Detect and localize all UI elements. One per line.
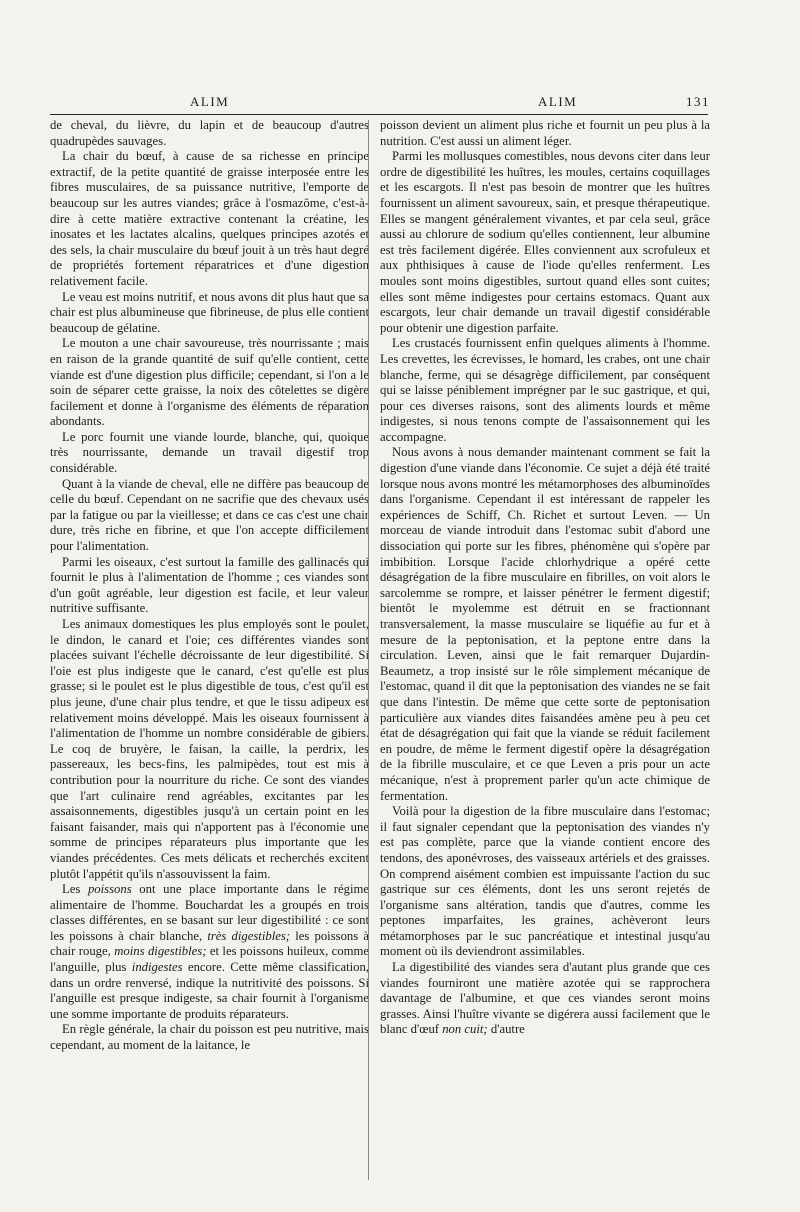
paragraph xyxy=(50,430,369,477)
text-run: Nous avons à nous demander maintenant comment se fait la digestion d'une viande dans l'économie. Ce sujet a déjà été traité lorsque nous avons montré les métamorphoses des albuminoïdes dans l'organisme. Cependant il est intéressant de rappeler les expériences de Schiff, Ch. Richet et surtout Leven. — Un morceau de viande introduit dans l'estomac subit d'abord une dissociation qui porte sur les fibres, phénomène qui s'opère par imbibition. Lorsque l'acide chlorhydrique a opéré cette désagrégation de la fibre musculaire en fibrilles, on voit alors le sarcolemme se rompre, et laisser pénétrer le ferment digestif; bientôt le myolemme est détruit en se fractionnant transversalement, la masse musculaire se liquéfie au fur et à mesure de la peptonisation, et la peptone entre dans la circulation. Leven, ainsi que le fait remarquer Dujardin-Beaumetz, a trop insisté sur le rôle simplement mécanique de l'estomac, quand il dit que la peptonisation des viandes ne se fait que dans l'intestin. De même que cette sorte de peptonisation particulière aux viandes dites faisandées amène peu à peu cet état de désagrégation qui fait que la viande se réduit facilement en poudre, de même le ferment digestif opère la désagrégation de la fibrille musculaire, et ce que Leven a pris pour un acte mécanique, n'est à proprement parler qu'un acte chimique de fermentation. xyxy=(380,445,710,803)
text-run: Parmi les mollusques comestibles, nous devons citer dans leur ordre de digestibilité les huîtres, les moules, certains coquillages et les escargots. Il n'est pas besoin de montrer que les huîtres fournissent un aliment savoureux, sain, et presque thérapeutique. Elles se mangent généralement vivantes, et par cela seul, grâce aussi au chlorure de sodium qu'elles contiennent, leur albumine est très facilement digérée. Elles conviennent aux scrofuleux et aux phthisiques à cause de l'iode qu'elles renferment. Les moules sont moins digestibles, surtout quand elles sont cuites; elles sont même indigestes pour certains estomacs. Quant aux escargots, leur chair demande un travail digestif considérable pour obtenir une digestion parfaite. xyxy=(380,149,710,335)
text-run: Les animaux domestiques les plus employés sont le poulet, le dindon, le canard et l'oie; ces différentes viandes sont placées suivant l'échelle décroissante de leur digestibilité. Si l'oie est plus indigeste que le canard, c'est qu'elle est plus grasse; si le poulet est le plus digestible de tous, c'est qu'il est plus jeune, d'une chair plus tendre, et que le tissu adipeux est relativement moins développé. Mais les oiseaux fournissent à l'alimentation de l'homme un nombre considérable de gibiers. Le coq de bruyère, le faisan, la caille, la perdrix, les passereaux, les becs-fins, les palmipèdes, tout est mis à contribution pour la nourriture du riche. Ce sont des viandes que l'art culinaire rend agréables, excitantes par les assaisonnements, digestibles jusqu'à un certain point en les faisant faisander, mais qui n'apportent pas à l'économie une somme de principes réparateurs plus importante que les viandes précédentes. Ces mets délicats et recherchés excitent plutôt l'appétit qu'ils n'assouvissent la faim. xyxy=(50,617,369,881)
text-run: Le mouton a une chair savoureuse, très nourrissante ; mais en raison de la grande quantité de suif qu'elle contient, cette viande est d'une digestion plus difficile; cependant, si l'on a le soin de séparer cette graisse, la noix des côtelettes se digère facilement et donne à l'organisme des éléments de réparation abondants. xyxy=(50,336,369,429)
running-head-left: ALIM xyxy=(190,94,230,109)
text-run: les poissons à chair rouge, xyxy=(50,928,370,959)
text-run: La chair du bœuf, à cause de sa richesse en principe extractif, de la petite quantité de graisse interposée entre les fibres musculaires, de sa puissance nutritive, l'emporte de beaucoup sur les autres viandes; grâce à l'osmazôme, c'est-à-dire à cette matière extractive contenant la créatine, les inosates et les lactates alcalins, quelques principes azotés et des sels, la chair musculaire du bœuf jouit à un très haut degré de propriétés fortement réparatrices et d'une digestion relativement facile. xyxy=(50,149,369,288)
italic-text: non cuit; xyxy=(442,1022,488,1037)
italic-text: poissons xyxy=(87,882,132,897)
paragraph xyxy=(50,290,369,337)
italic-text: moins digestibles; xyxy=(114,944,207,959)
text-run: Les crustacés fournissent enfin quelques aliments à l'homme. Les crevettes, les écrevisses, le homard, les crabes, ont une chair blanche, ferme, qui se désagrège difficilement, par conséquent qui se laisse péniblement imprégner par le suc gastrique, et qui, pour ces diverses raisons, sont des aliments lourds et même indigestes, si nous tenons compte de l'assaisonnement qui les accompagne. xyxy=(380,336,710,444)
left-text-column xyxy=(50,118,369,1054)
italic-text: très digestibles; xyxy=(207,928,291,943)
text-run: et les poissons huileux, comme l'anguille, plus xyxy=(50,944,369,975)
paragraph xyxy=(380,804,710,960)
text-run: d'autre xyxy=(487,1022,525,1037)
paragraph xyxy=(50,882,369,1022)
text-run: Voilà pour la digestion de la fibre musculaire dans l'estomac; il faut signaler cependant que la peptonisation des viandes n'y est pas complète, parce que la viande contient encore des tendons, des aponévroses, des vaisseaux artériels et des graisses. On comprend aisément combien est impuissante l'action du suc gastrique sur ces éléments, dont les uns seront rejetés de l'organisme sans altération, tandis que d'autres, comme les peptones imparfaites, les graines, achèveront leurs métamorphoses par le suc pancréatique et intestinal jusqu'au moment où ils deviendront assimilables. xyxy=(380,804,710,959)
text-run: ont une place importante dans le régime alimentaire de l'homme. Bouchardat les a groupés en trois classes différentes, en se basant sur leur digestibilité : ce sont les poissons à chair blanche, xyxy=(50,882,369,943)
paragraph xyxy=(380,960,710,1038)
right-text-column xyxy=(380,118,710,1038)
text-run: de cheval, du lièvre, du lapin et de beaucoup d'autres quadrupèdes sauvages. xyxy=(50,118,369,148)
paragraph xyxy=(50,149,369,289)
paragraph xyxy=(50,1022,369,1053)
text-run: Quant à la viande de cheval, elle ne diffère pas beaucoup de celle du bœuf. Cependant on ne sacrifie que des chevaux usés par la fatigue ou par la vieillesse; et dans ce cas c'est une chair dure, très riche en fibrine, et que l'on accepte difficilement pour l'alimentation. xyxy=(50,476,369,554)
paragraph xyxy=(380,149,710,336)
page-number: 131 xyxy=(686,94,710,109)
paragraph xyxy=(380,445,710,804)
paragraph xyxy=(50,336,369,430)
column-divider xyxy=(368,120,369,1180)
paragraph xyxy=(50,477,369,555)
header-rule xyxy=(50,114,708,115)
text-run: Le porc fournit une viande lourde, blanche, qui, quoique très nourrissante, demande un travail digestif trop considérable. xyxy=(50,429,369,476)
text-run: En règle générale, la chair du poisson est peu nutritive, mais cependant, au moment de la laitance, le xyxy=(50,1022,369,1053)
text-run: Le veau est moins nutritif, et nous avons dit plus haut que sa chair est plus albumineuse que fibrineuse, de plus elle contient beaucoup de gélatine. xyxy=(50,289,369,335)
text-run: La digestibilité des viandes sera d'autant plus grande que ces viandes fourniront une matière azotée qui se rapprochera davantage de l'albumine, et que ces viandes seront moins grasses. Ainsi l'huître vivante se digérera aussi facilement que le blanc d'œuf xyxy=(380,960,710,1037)
paragraph xyxy=(50,617,369,882)
paragraph xyxy=(380,336,710,445)
text-run: encore. Cette même classification, dans un ordre renversé, indique la nutritivité des poissons. Si l'anguille est presque indigeste, sa chair fournit à l'organisme une somme importante de produits réparateurs. xyxy=(50,960,369,1021)
text-run: poisson devient un aliment plus riche et fournit un peu plus à la nutrition. C'est aussi un aliment léger. xyxy=(380,118,710,148)
paragraph xyxy=(50,118,369,149)
running-head-right: ALIM xyxy=(538,94,578,109)
text-run: Parmi les oiseaux, c'est surtout la famille des gallinacés qui fournit le plus à l'alimentation de l'homme ; ces viandes sont d'un goût agréable, leur digestion est facile, et leur valeur nutritive suffisante. xyxy=(50,554,369,616)
text-run: Les xyxy=(62,882,88,897)
italic-text: indigestes xyxy=(131,960,183,975)
paragraph xyxy=(380,118,710,149)
paragraph xyxy=(50,555,369,617)
